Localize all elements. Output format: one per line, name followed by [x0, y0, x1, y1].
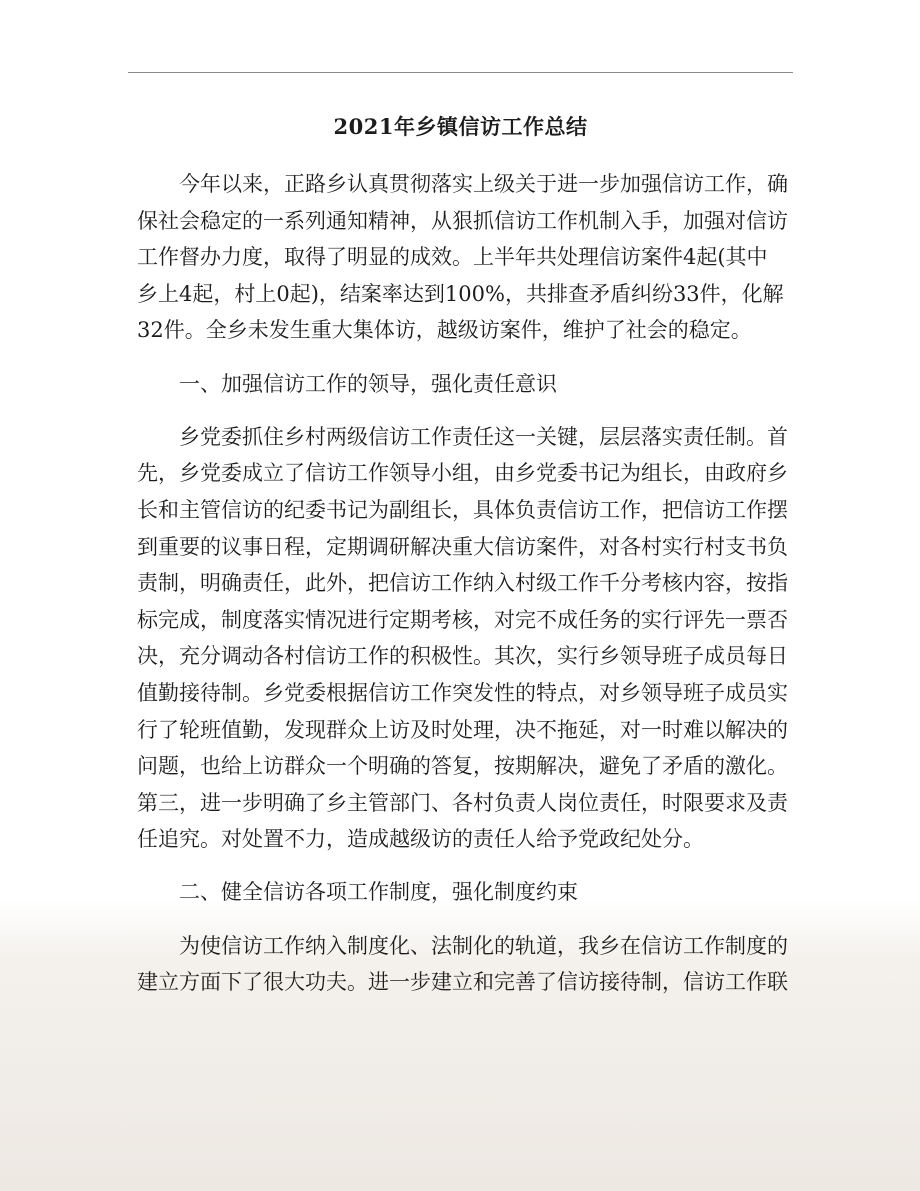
section-heading-text: 一、加强信访工作的领导，强化责任意识 — [179, 371, 557, 396]
paragraph-section-2 — [137, 928, 792, 1001]
text-line: 行了轮班值勤，发现群众上访及时处理，决不拖延，对一时难以解决的 — [137, 717, 788, 742]
text-line: 为使信访工作纳入制度化、法制化的轨道，我乡在信访工作制度的 — [179, 933, 788, 958]
section-heading-1 — [137, 366, 792, 403]
document-title: 2021年乡镇信访工作总结 — [333, 114, 588, 139]
text-line: 保社会稳定的一系列通知精神，从狠抓信访工作机制入手，加强对信访 — [137, 208, 788, 233]
text-line: 先，乡党委成立了信访工作领导小组，由乡党委书记为组长，由政府乡 — [137, 461, 788, 486]
text-line: 到重要的议事日程，定期调研解决重大信访案件，对各村实行村支书负 — [137, 534, 788, 559]
text-line: 工作督办力度，取得了明显的成效。上半年共处理信访案件4起(其中 — [137, 245, 768, 270]
text-line: 值勤接待制。乡党委根据信访工作突发性的特点，对乡领导班子成员实 — [137, 680, 788, 705]
text-line: 问题，也给上访群众一个明确的答复，按期解决，避免了矛盾的激化。 — [137, 754, 788, 779]
text-line: 任追究。对处置不力，造成越级访的责任人给予党政纪处分。 — [137, 827, 704, 852]
text-line: 建立方面下了很大功夫。进一步建立和完善了信访接待制，信访工作联 — [137, 970, 788, 995]
paragraph-section-1 — [137, 419, 792, 858]
text-line: 第三，进一步明确了乡主管部门、各村负责人岗位责任，时限要求及责 — [137, 790, 788, 815]
header-rule — [128, 72, 793, 73]
text-line: 责制，明确责任，此外，把信访工作纳入村级工作千分考核内容，按指 — [137, 571, 788, 596]
text-line: 32件。全乡未发生重大集体访，越级访案件，维护了社会的稳定。 — [137, 318, 752, 343]
section-heading-2 — [137, 874, 792, 911]
text-line: 乡上4起，村上0起)，结案率达到100%，共排查矛盾纠纷33件，化解 — [137, 281, 784, 306]
text-line: 长和主管信访的纪委书记为副组长，具体负责信访工作，把信访工作摆 — [137, 497, 788, 522]
section-heading-text: 二、健全信访各项工作制度，强化制度约束 — [179, 880, 578, 905]
text-line: 乡党委抓住乡村两级信访工作责任这一关键，层层落实责任制。首 — [179, 424, 788, 449]
text-line: 今年以来，正路乡认真贯彻落实上级关于进一步加强信访工作，确 — [179, 172, 788, 196]
paragraph-intro — [137, 166, 792, 349]
document-body — [137, 166, 792, 1017]
text-line: 标完成，制度落实情况进行定期考核，对完不成任务的实行评先一票否 — [137, 607, 788, 632]
text-line: 决，充分调动各村信访工作的积极性。其次，实行乡领导班子成员每日 — [137, 644, 788, 669]
